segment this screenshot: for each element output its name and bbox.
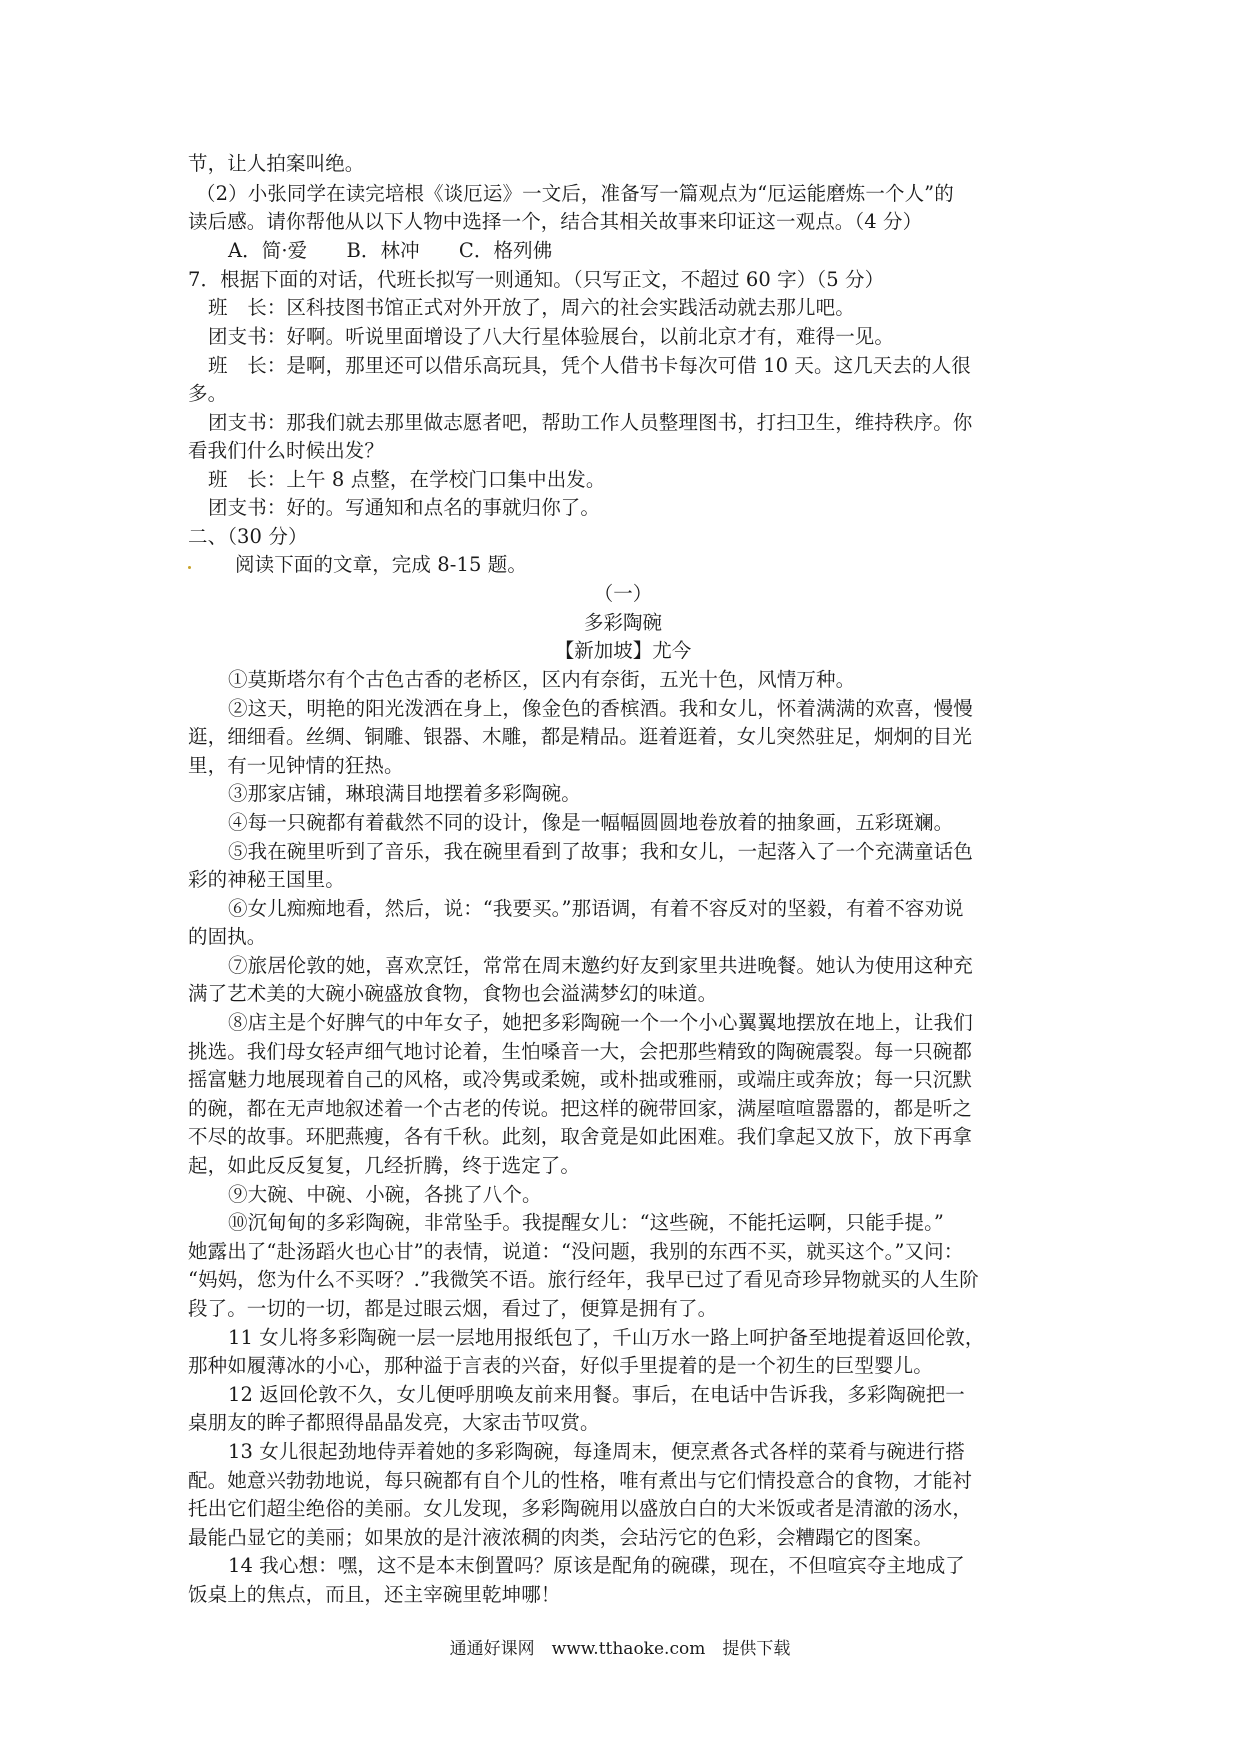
article-author: 【新加坡】尤今 bbox=[554, 639, 692, 662]
paragraph-8: ⑧店主是个好脾气的中年女子，她把多彩陶碗一个一个小心翼翼地摆放在地上，让我们 bbox=[228, 1011, 973, 1034]
section-heading: 二、（30 分） bbox=[188, 525, 308, 548]
answer-options: A．简·爱 B．林冲 C．格列佛 bbox=[228, 239, 553, 262]
dialogue-line: 班 长：上午 8 点整，在学校门口集中出发。 bbox=[208, 468, 606, 491]
text-line: 最能凸显它的美丽；如果放的是汁液浓稠的肉类，会玷污它的色彩，会糟蹋它的图案。 bbox=[188, 1526, 933, 1549]
paragraph-14: 14 我心想：嘿，这不是本末倒置吗？原该是配角的碗碟，现在，不但喧宾夺主地成了 bbox=[228, 1554, 965, 1577]
text-line: 不尽的故事。环肥燕瘦，各有千秋。此刻，取舍竟是如此困难。我们拿起又放下，放下再拿 bbox=[188, 1125, 973, 1148]
text-line: 看我们什么时候出发？ bbox=[188, 439, 385, 462]
paragraph-2: ②这天，明艳的阳光泼洒在身上，像金色的香槟酒。我和女儿，怀着满满的欢喜，慢慢 bbox=[228, 697, 973, 720]
text-line: 满了艺术美的大碗小碗盛放食物，食物也会溢满梦幻的味道。 bbox=[188, 982, 718, 1005]
text-line: 托出它们超尘绝俗的美丽。女儿发现，多彩陶碗用以盛放白白的大米饭或者是清澈的汤水， bbox=[188, 1497, 973, 1520]
paragraph-9: ⑨大碗、中碗、小碗，各挑了八个。 bbox=[228, 1183, 542, 1206]
paragraph-13: 13 女儿很起劲地侍弄着她的多彩陶碗，每逢周末，便烹煮各式各样的菜肴与碗进行搭 bbox=[228, 1440, 965, 1463]
text-line: “妈妈，您为什么不买呀？.”我微笑不语。旅行经年，我早已过了看见奇珍异物就买的人生阶 bbox=[188, 1268, 979, 1291]
text-line: 读后感。请你帮他从以下人物中选择一个，结合其相关故事来印证这一观点。（4 分） bbox=[188, 210, 923, 233]
text-line: 的固执。 bbox=[188, 925, 267, 948]
reading-instruction: 阅读下面的文章，完成 8-15 题。 bbox=[235, 553, 528, 576]
text-line: 挑选。我们母女轻声细气地讨论着，生怕嗓音一大，会把那些精致的陶碗震裂。每一只碗都 bbox=[188, 1040, 973, 1063]
text-line: 桌朋友的眸子都照得晶晶发亮，大家击节叹赏。 bbox=[188, 1411, 600, 1434]
paragraph-12: 12 返回伦敦不久，女儿便呼朋唤友前来用餐。事后，在电话中告诉我，多彩陶碗把一 bbox=[228, 1383, 965, 1406]
text-line: 的碗，都在无声地叙述着一个古老的传说。把这样的碗带回家，满屋喧喧嚣嚣的，都是听之 bbox=[188, 1097, 973, 1120]
dialogue-line: 班 长：区科技图书馆正式对外开放了，周六的社会实践活动就去那儿吧。 bbox=[208, 296, 855, 319]
text-line: 饭桌上的焦点，而且，还主宰碗里乾坤哪！ bbox=[188, 1583, 561, 1606]
question-6-2: （2）小张同学在读完培根《谈厄运》一文后，准备写一篇观点为“厄运能磨炼一个人”的 bbox=[196, 182, 954, 205]
text-line: 她露出了“赴汤蹈火也心甘”的表情，说道：“没问题，我别的东西不买，就买这个。”又问： bbox=[188, 1240, 964, 1263]
text-line: 彩的神秘王国里。 bbox=[188, 868, 345, 891]
text-line: 配。她意兴勃勃地说，每只碗都有自个儿的性格，唯有煮出与它们情投意合的食物，才能衬 bbox=[188, 1469, 973, 1492]
text-line: 那种如履薄冰的小心，那种溢于言表的兴奋，好似手里提着的是一个初生的巨型婴儿。 bbox=[188, 1354, 933, 1377]
dialogue-line: 团支书：那我们就去那里做志愿者吧，帮助工作人员整理图书，打扫卫生，维持秩序。你 bbox=[208, 411, 973, 434]
stray-dot bbox=[188, 566, 191, 569]
paragraph-1: ①莫斯塔尔有个古色古香的老桥区，区内有奈街，五光十色，风情万种。 bbox=[228, 668, 856, 691]
paragraph-10: ⑩沉甸甸的多彩陶碗，非常坠手。我提醒女儿：“这些碗，不能托运啊，只能手提。” bbox=[228, 1211, 944, 1234]
dialogue-line: 团支书：好的。写通知和点名的事就归你了。 bbox=[208, 496, 601, 519]
paragraph-11: 11 女儿将多彩陶碗一层一层地用报纸包了，千山万水一路上呵护备至地提着返回伦敦， bbox=[228, 1326, 985, 1349]
text-line: 节，让人拍案叫绝。 bbox=[188, 152, 365, 175]
question-7: 7．根据下面的对话，代班长拟写一则通知。（只写正文，不超过 60 字）（5 分） bbox=[188, 268, 885, 291]
dialogue-line: 团支书：好啊。听说里面增设了八大行星体验展台，以前北京才有，难得一见。 bbox=[208, 325, 895, 348]
paragraph-3: ③那家店铺，琳琅满目地摆着多彩陶碗。 bbox=[228, 782, 581, 805]
paragraph-5: ⑤我在碗里听到了音乐，我在碗里看到了故事；我和女儿，一起落入了一个充满童话色 bbox=[228, 840, 973, 863]
text-line: 摇富魅力地展现着自己的风格，或冷隽或柔婉，或朴拙或雅丽，或端庄或奔放；每一只沉默 bbox=[188, 1068, 973, 1091]
section-number: （一） bbox=[593, 582, 653, 605]
paragraph-7: ⑦旅居伦敦的她，喜欢烹饪，常常在周末邀约好友到家里共进晚餐。她认为使用这种充 bbox=[228, 954, 973, 977]
text-line: 多。 bbox=[188, 382, 228, 405]
dialogue-line: 班 长：是啊，那里还可以借乐高玩具，凭个人借书卡每次可借 10 天。这几天去的人很 bbox=[208, 354, 971, 377]
page-footer: 通通好课网 www.tthaoke.com 提供下载 bbox=[449, 1639, 791, 1659]
article-title: 多彩陶碗 bbox=[583, 611, 662, 634]
paragraph-4: ④每一只碗都有着截然不同的设计，像是一幅幅圆圆地卷放着的抽象画，五彩斑斓。 bbox=[228, 811, 954, 834]
text-line: 逛，细细看。丝绸、铜雕、银器、木雕，都是精品。逛着逛着，女儿突然驻足，炯炯的目光 bbox=[188, 725, 973, 748]
text-line: 起，如此反反复复，几经折腾，终于选定了。 bbox=[188, 1154, 581, 1177]
text-line: 段了。一切的一切，都是过眼云烟，看过了，便算是拥有了。 bbox=[188, 1297, 718, 1320]
text-line: 里，有一见钟情的狂热。 bbox=[188, 754, 404, 777]
paragraph-6: ⑥女儿痴痴地看，然后，说：“我要买。”那语调，有着不容反对的坚毅，有着不容劝说 bbox=[228, 897, 964, 920]
